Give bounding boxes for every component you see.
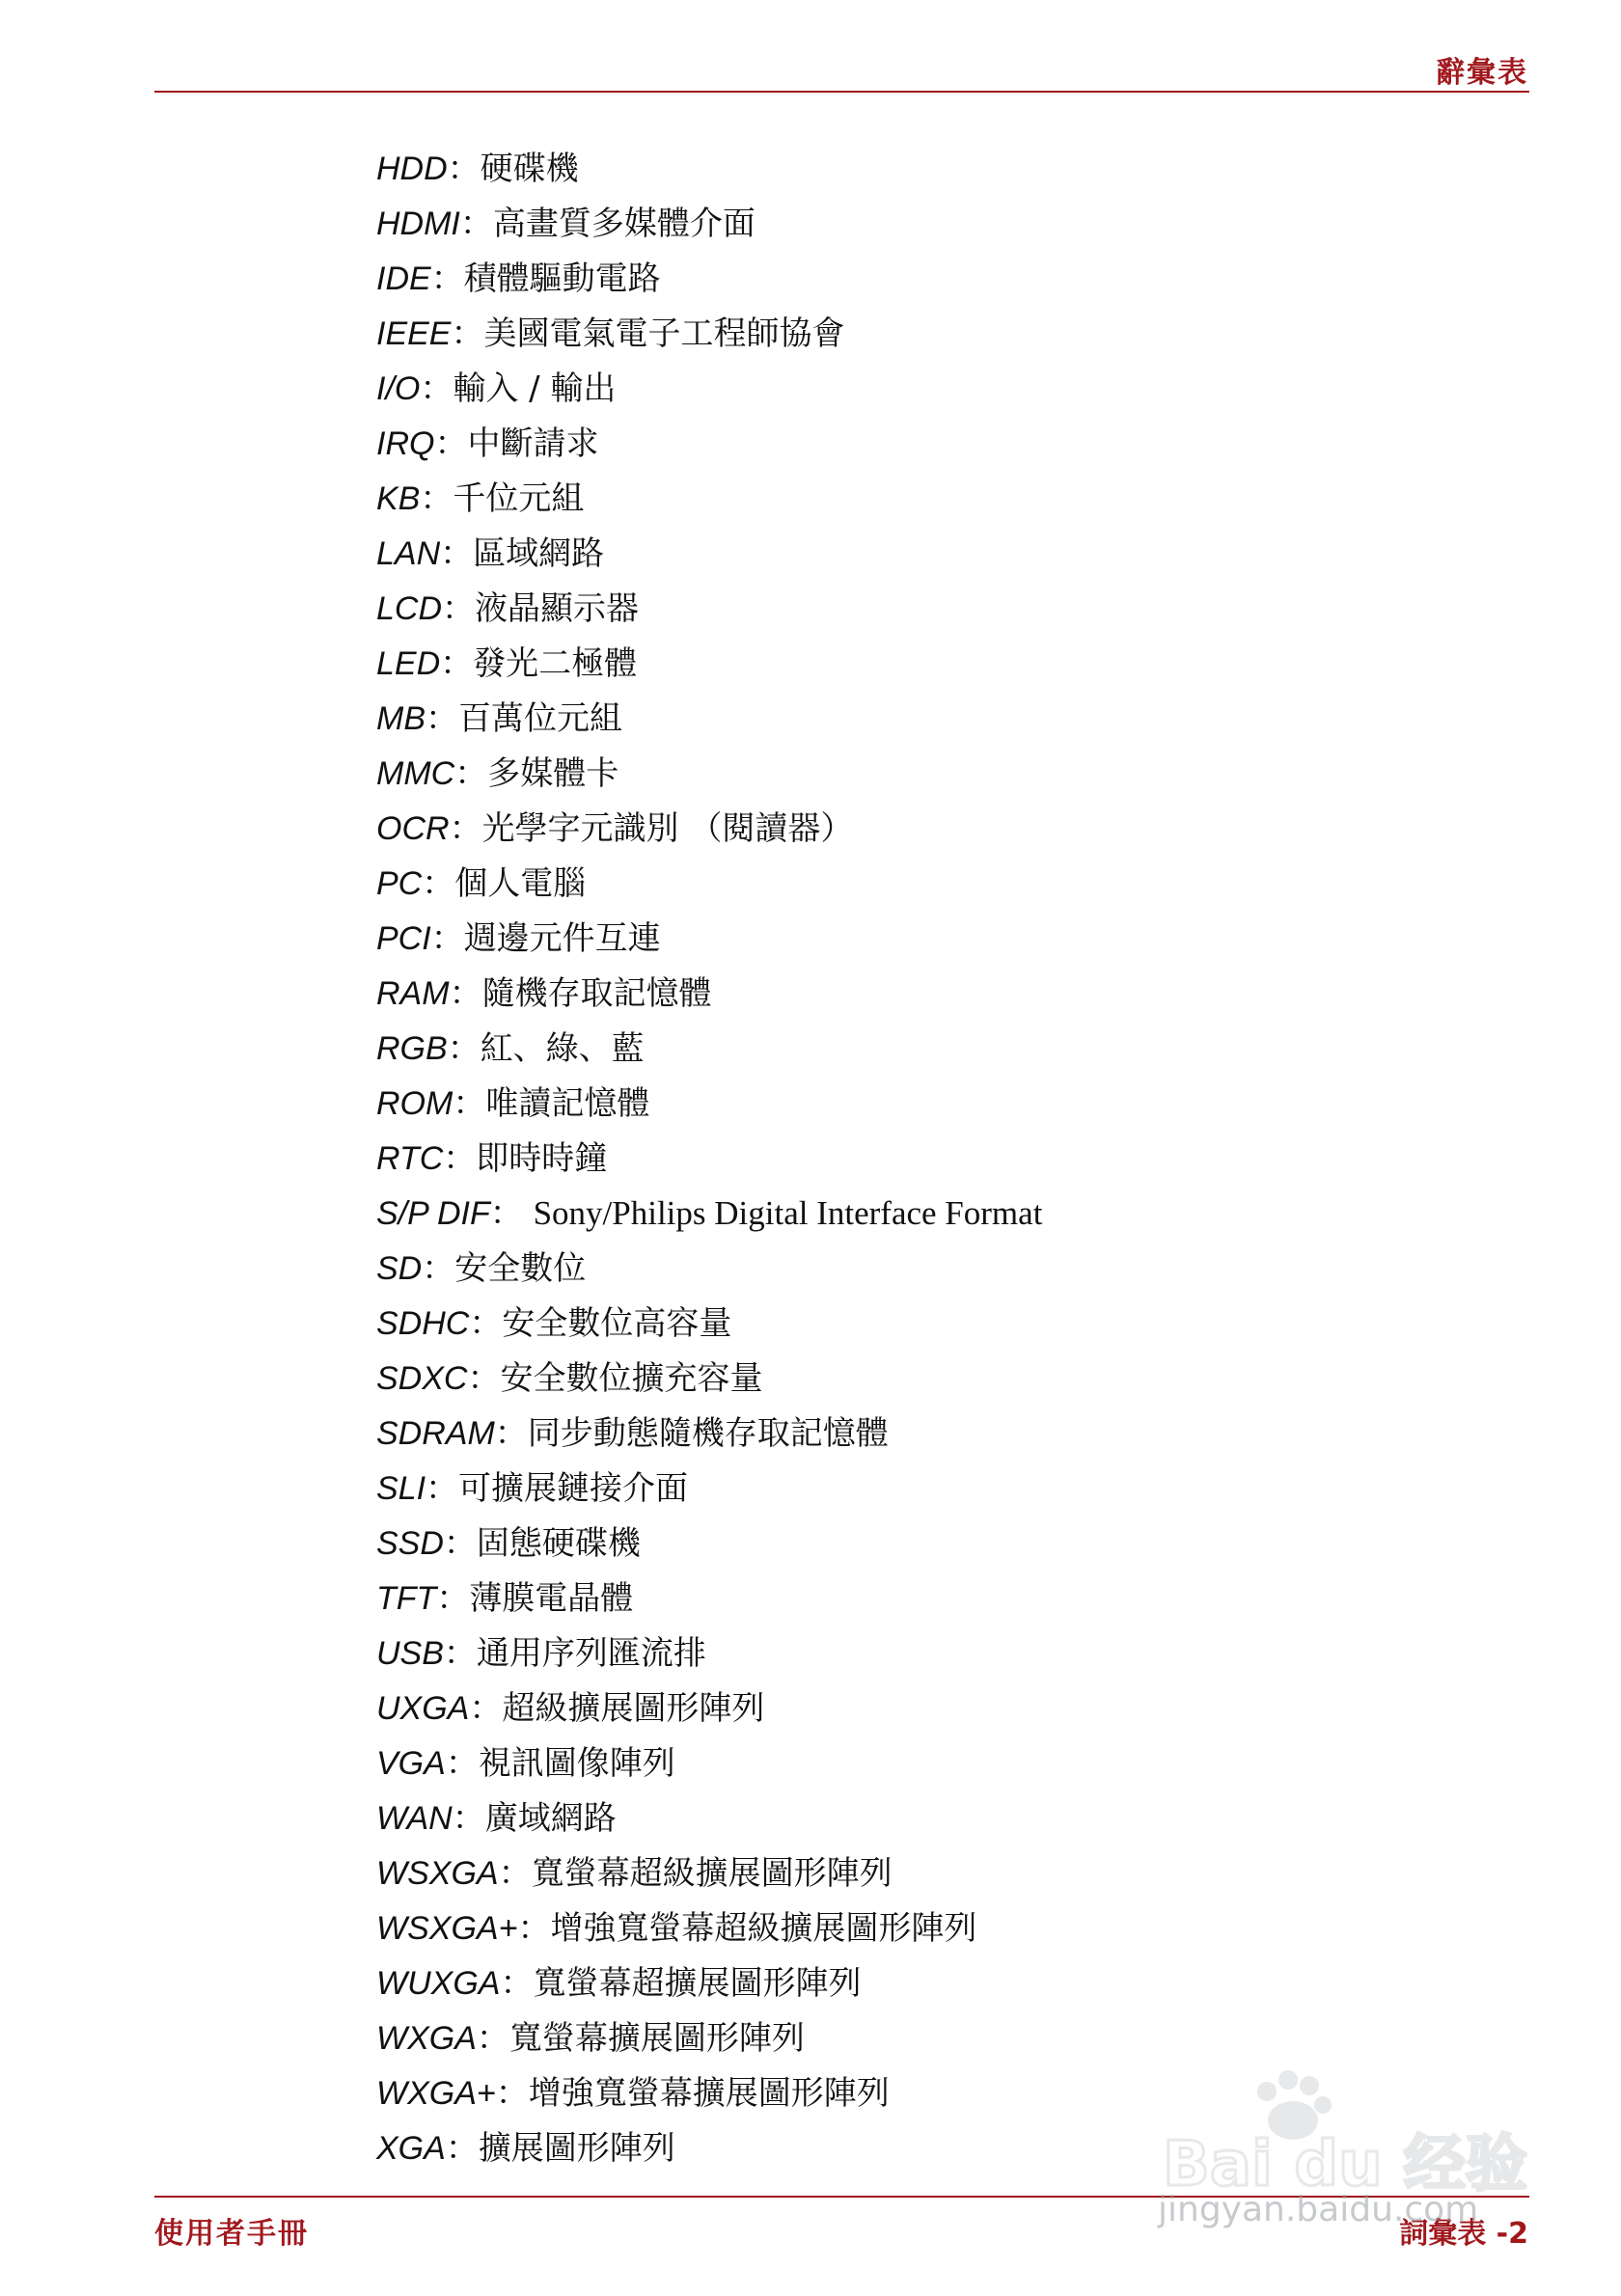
glossary-entry [376, 422, 1042, 477]
glossary-term: WSXGA+ [376, 1910, 518, 1947]
glossary-entry [376, 477, 1042, 532]
glossary-separator: ： [430, 919, 464, 958]
glossary-entry [376, 2016, 1042, 2071]
glossary-term: LED [376, 645, 441, 682]
glossary-separator: ： [445, 1744, 479, 1783]
glossary-entry [376, 861, 1042, 916]
glossary-term: I/O [376, 370, 421, 407]
glossary-definition: 區域網路 [473, 534, 605, 573]
glossary-entry [376, 1686, 1042, 1741]
glossary-definition: 寬螢幕超擴展圖形陣列 [533, 1964, 862, 2003]
glossary-separator: ： [500, 1964, 534, 2003]
glossary-term: ROM [376, 1085, 453, 1122]
glossary-entry [376, 916, 1042, 971]
glossary-definition: 積體驅動電路 [463, 260, 661, 298]
glossary-entry [376, 1191, 1042, 1246]
glossary-separator: ： [440, 534, 474, 573]
glossary-entry [376, 1906, 1042, 1961]
glossary-entry [376, 1961, 1042, 2016]
glossary-term: WUXGA [376, 1965, 501, 2002]
glossary-definition: 週邊元件互連 [463, 919, 661, 958]
glossary-definition: 可擴展鏈接介面 [458, 1469, 689, 1508]
glossary-separator: ： [449, 809, 482, 848]
glossary-separator: ： [426, 699, 458, 738]
glossary-definition: 光學字元識別 （閱讀器） [481, 809, 854, 848]
glossary-separator: ： [443, 1139, 477, 1178]
glossary-term: S/P DIF [376, 1195, 490, 1232]
glossary-separator: ： [469, 1689, 503, 1728]
glossary-definition: 通用序列匯流排 [476, 1634, 706, 1673]
glossary-term: SDHC [376, 1305, 470, 1342]
glossary-entry [376, 147, 1042, 202]
glossary-entry [376, 312, 1042, 367]
glossary-separator: ： [517, 1909, 551, 1948]
glossary-definition: 發光二極體 [473, 644, 638, 683]
glossary-entry [376, 1576, 1042, 1631]
glossary-term: SDRAM [376, 1415, 495, 1452]
glossary-definition: 高畫質多媒體介面 [492, 205, 756, 243]
glossary-entry [376, 1411, 1042, 1466]
glossary-term: RAM [376, 975, 450, 1012]
glossary-term: LCD [376, 590, 443, 627]
glossary-definition: 紅、綠、藍 [480, 1029, 645, 1068]
glossary-definition: 硬碟機 [480, 150, 579, 188]
watermark-url: jingyan.baidu.com [1158, 2190, 1479, 2229]
glossary-entry [376, 2126, 1042, 2181]
glossary-entry [376, 202, 1042, 257]
glossary-entry [376, 1136, 1042, 1191]
baidu-watermark-logo [1153, 2064, 1539, 2209]
glossary-definition: 同步動態隨機存取記憶體 [527, 1414, 889, 1453]
glossary-definition: 即時時鐘 [476, 1139, 608, 1178]
glossary-entry [376, 1521, 1042, 1576]
glossary-separator: ： [434, 424, 468, 463]
glossary-term: RGB [376, 1030, 448, 1067]
glossary-definition: 中斷請求 [467, 424, 599, 463]
glossary-separator: ： [449, 974, 482, 1013]
glossary-term: IEEE [376, 315, 452, 352]
glossary-term: WXGA [376, 2020, 477, 2057]
glossary-definition: 擴展圖形陣列 [478, 2129, 675, 2168]
glossary-entry [376, 532, 1042, 587]
header-rule [154, 91, 1529, 93]
glossary-term: SD [376, 1250, 423, 1287]
glossary-entry [376, 1466, 1042, 1521]
glossary-separator: ： [447, 150, 481, 188]
glossary-entry [376, 971, 1042, 1026]
glossary-separator: ： [494, 1414, 528, 1453]
glossary-definition: 超級擴展圖形陣列 [502, 1689, 765, 1728]
glossary-definition: 百萬位元組 [458, 699, 622, 738]
glossary-term: OCR [376, 810, 450, 847]
glossary-definition: 安全數位擴充容量 [500, 1359, 763, 1398]
glossary-separator: ： [495, 2074, 529, 2113]
glossary-separator: ： [489, 1194, 534, 1233]
glossary-term: MB [376, 700, 426, 737]
glossary-definition: Sony/Philips Digital Interface Format [533, 1194, 1043, 1232]
glossary-entry [376, 1026, 1042, 1081]
glossary-separator: ： [430, 260, 464, 298]
glossary-separator: ： [469, 1304, 503, 1343]
glossary-entry [376, 1246, 1042, 1301]
glossary-separator: ： [453, 1084, 486, 1123]
glossary-definition: 多媒體卡 [487, 754, 619, 793]
glossary-separator: ： [451, 314, 484, 353]
glossary-separator: ： [440, 644, 474, 683]
glossary-separator: ： [459, 205, 493, 243]
glossary-term: SSD [376, 1525, 444, 1562]
glossary-term: PC [376, 865, 423, 902]
glossary-definition: 個人電腦 [454, 864, 587, 903]
glossary-separator: ： [454, 754, 488, 793]
glossary-separator: ： [426, 1469, 459, 1508]
glossary-term: WSXGA [376, 1855, 499, 1892]
glossary-entry [376, 367, 1042, 422]
glossary-entry [376, 1081, 1042, 1136]
glossary-separator: ： [452, 1799, 485, 1838]
glossary-entry [376, 1631, 1042, 1686]
glossary-definition: 液晶顯示器 [475, 589, 640, 628]
glossary-definition: 唯讀記憶體 [485, 1084, 650, 1123]
glossary-definition: 千位元組 [453, 479, 585, 518]
glossary-separator: ： [436, 1579, 470, 1618]
glossary-term: UXGA [376, 1690, 470, 1727]
glossary-separator: ： [443, 1524, 477, 1563]
glossary-entry [376, 642, 1042, 697]
glossary-separator: ： [467, 1359, 501, 1398]
glossary-term: MMC [376, 755, 455, 792]
glossary-separator: ： [420, 369, 453, 408]
glossary-entry [376, 1301, 1042, 1356]
glossary-entry [376, 752, 1042, 806]
glossary-entry [376, 1741, 1042, 1796]
glossary-separator: ： [442, 589, 476, 628]
glossary-term: HDMI [376, 205, 460, 242]
glossary-term: IRQ [376, 425, 435, 462]
glossary-entry [376, 1851, 1042, 1906]
glossary-term: IDE [376, 260, 431, 297]
glossary-entry [376, 257, 1042, 312]
glossary-term: XGA [376, 2130, 446, 2167]
footer-manual-title: 使用者手冊 [154, 2217, 309, 2251]
glossary-definition: 廣域網路 [484, 1799, 617, 1838]
glossary-term: WXGA+ [376, 2075, 496, 2112]
glossary-separator: ： [445, 2129, 479, 2168]
glossary-term: HDD [376, 150, 448, 187]
glossary-term: KB [376, 480, 421, 517]
glossary-list [376, 147, 1042, 2181]
glossary-definition: 薄膜電晶體 [469, 1579, 634, 1618]
glossary-term: SLI [376, 1470, 426, 1507]
glossary-separator: ： [476, 2019, 509, 2058]
glossary-separator: ： [420, 479, 453, 518]
glossary-entry [376, 1356, 1042, 1411]
glossary-entry [376, 697, 1042, 752]
footer-page-number: 詞彙表 -2 [1399, 2217, 1528, 2251]
glossary-term: USB [376, 1635, 444, 1672]
glossary-separator: ： [443, 1634, 477, 1673]
glossary-definition: 寬螢幕超級擴展圖形陣列 [531, 1854, 893, 1893]
watermark-logo-text: Bai du 经验 [1163, 2129, 1527, 2200]
glossary-definition: 寬螢幕擴展圖形陣列 [508, 2019, 805, 2058]
glossary-definition: 增強寬螢幕擴展圖形陣列 [528, 2074, 890, 2113]
glossary-term: VGA [376, 1745, 446, 1782]
glossary-term: TFT [376, 1580, 437, 1617]
glossary-definition: 安全數位 [454, 1249, 587, 1288]
glossary-definition: 美國電氣電子工程師協會 [483, 314, 845, 353]
page-header-title: 辭彙表 [1436, 56, 1528, 90]
glossary-separator: ： [498, 1854, 532, 1893]
glossary-term: WAN [376, 1800, 453, 1837]
glossary-entry [376, 2071, 1042, 2126]
glossary-term: RTC [376, 1140, 444, 1177]
glossary-term: PCI [376, 920, 431, 957]
glossary-definition: 隨機存取記憶體 [481, 974, 712, 1013]
glossary-definition: 視訊圖像陣列 [478, 1744, 675, 1783]
glossary-term: SDXC [376, 1360, 468, 1397]
glossary-term: LAN [376, 535, 441, 572]
glossary-definition: 增強寬螢幕超級擴展圖形陣列 [550, 1909, 977, 1948]
glossary-separator: ： [422, 864, 455, 903]
glossary-definition: 固態硬碟機 [476, 1524, 641, 1563]
glossary-definition: 安全數位高容量 [502, 1304, 732, 1343]
glossary-definition: 輸入 / 輸出 [453, 369, 617, 408]
glossary-separator: ： [422, 1249, 455, 1288]
glossary-entry [376, 1796, 1042, 1851]
glossary-entry [376, 587, 1042, 642]
glossary-entry [376, 806, 1042, 861]
glossary-separator: ： [447, 1029, 481, 1068]
